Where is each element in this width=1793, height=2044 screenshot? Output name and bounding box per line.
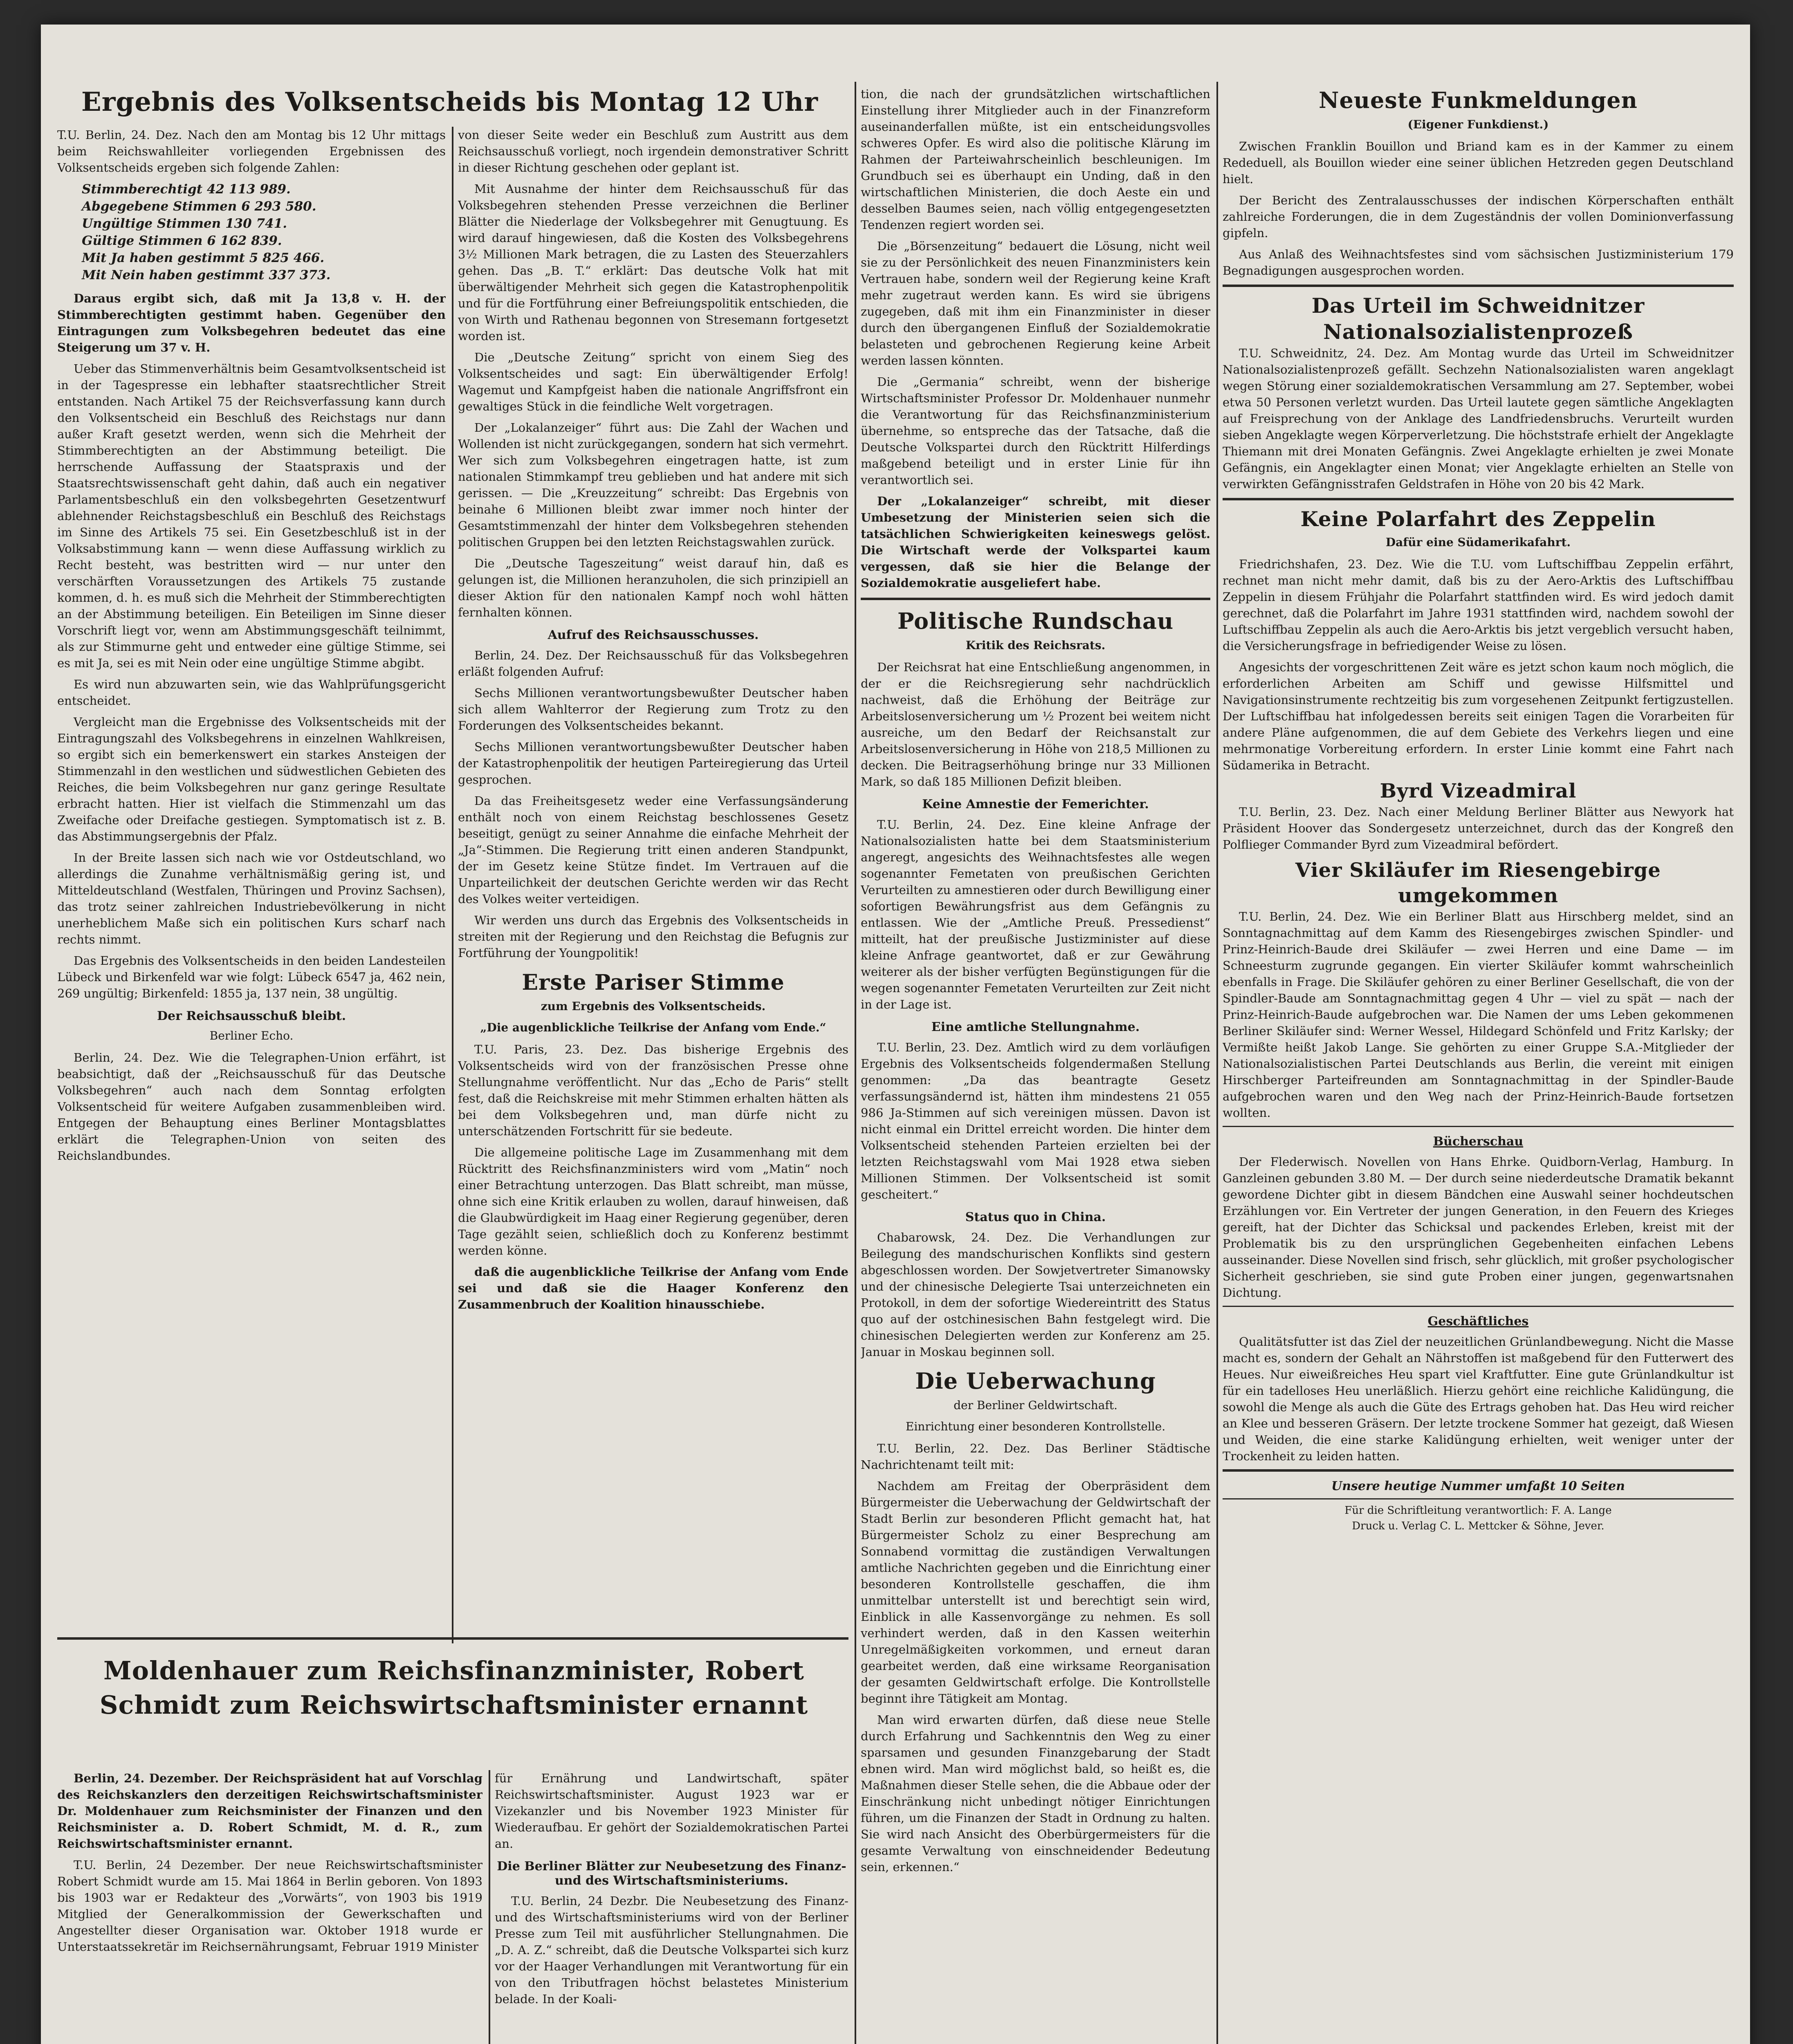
- vote-line: Gültige Stimmen 6 162 839.: [82, 233, 282, 248]
- paragraph: T.U. Berlin, 23. Dez. Amtlich wird zu dem vorläufigen Ergebnis des Volksentscheids folgendermaßen Stellung genommen: „Da das beantragte Gesetz verfassungsändernd ist, hätten ihm mindestens 21 055 986 Ja-Stimmen auf sich vereinigen müssen. Davon ist nicht einmal ein Drittel erreicht worden. Die hinter dem Volksentscheid stehenden Parteien erzielten bei der letzten Reichstagswahl vom Mai 1928 etwa sieben Millionen Stimmen. Der Volksentscheid ist somit gescheitert.“: [861, 1040, 1210, 1201]
- column-3: [861, 86, 1210, 2044]
- article-subheading: der Berliner Geldwirtschaft.: [954, 1399, 1118, 1412]
- paragraph: T.U. Berlin, 24 Dezbr. Die Neubesetzung des Finanz- und des Wirtschaftsministeriums wird von der Berliner Presse zum Teil mit ausführlicher Stellungnahmen. Die „D. A. Z.“ schreibt, daß die Deutsche Volkspartei sich kurz vor der Haager Verhandlungen mit Verantwortung für ein von den Tributfragen höchst belastetes Ministerium belade. In der Koali-: [495, 1894, 848, 2006]
- paragraph: T.U. Paris, 23. Dez. Das bisherige Ergebnis des Volksentscheids wird von der französischen Presse ohne Stellungnahme veröffentlicht. Nur das „Echo de Paris“ stellt fest, daß die Reichskreise mit mehr Stimmen erhalten hätten als bei dem Volksbegehren und, man dürfe nicht zu unterschätzenden Fortschritt für sie bedeute.: [458, 1042, 848, 1138]
- vote-line: Stimmberechtigt 42 113 989.: [82, 182, 291, 197]
- vote-intro: T.U. Berlin, 24. Dez. Nach den am Montag bis 12 Uhr mittags beim Reichswahlleiter vorliegenden Ergebnissen des Volksentscheids ergeben sich folgende Zahlen:: [57, 128, 446, 175]
- vote-line: Mit Nein haben gestimmt 337 373.: [82, 268, 331, 282]
- article-headline: Erste Pariser Stimme: [522, 970, 785, 995]
- paragraph: für Ernährung und Landwirtschaft, später Reichswirtschaftsminister. August 1923 war er Vizekanzler und bis November 1923 Minister für Wiederaufbau. Er gehört der Sozialdemokratischen Partei an.: [495, 1771, 848, 1851]
- paragraph: Da das Freiheitsgesetz weder eine Verfassungsänderung enthält noch von einem Reichstag beschlossenes Gesetz beseitigt, genügt zu seiner Annahme die einfache Mehrheit der „Ja“-Stimmen. Die Regierung tritt einen anderen Standpunkt, der im Gesetz keine Stütze findet. Im Vertrauen auf die Unparteilichkeit der deutschen Gerichte werden wir das Recht des Volkes weiter verteidigen.: [458, 794, 848, 906]
- vote-line: Abgegebene Stimmen 6 293 580.: [82, 199, 316, 214]
- paragraph: Der Flederwisch. Novellen von Hans Ehrke. Quidborn-Verlag, Hamburg. In Ganzleinen gebunden 3.80 M. — Der durch seine niederdeutsche Dramatik bekannt gewordene Dichter gibt in diesem Bändchen eine Auswahl seiner hochdeutschen Erzählungen vor. Ein Vertreter der jungen Generation, in den Feuern des Krieges gereift, hat der Dichter das Schicksal und packendes Erleben, kreist mit der Problematik bis zu den ursprünglichen Gegebenheiten einfachen Lebens ausseinander. Diese Novellen sind frisch, sehr glücklich, mit großer psychologischer Sicherheit geschrieben, sie sind gute Proben einer jungen, gegenwartsnahen Dichtung.: [1223, 1155, 1734, 1300]
- paragraph: Der „Lokalanzeiger“ schreibt, mit dieser Umbesetzung der Ministerien seien sich die tatsächlichen Schwierigkeiten keineswegs gelöst. Die Wirtschaft werde der Volkspartei kaum vergessen, daß sie hier die Belange der Sozialdemokratie ausgeliefert habe.: [861, 494, 1210, 590]
- article-headline: Politische Rundschau: [897, 608, 1174, 634]
- paragraph: von dieser Seite weder ein Beschluß zum Austritt aus dem Reichsausschuß vorliegt, noch irgendein demonstrativer Schritt in dieser Richtung geschehen oder geplant ist.: [458, 128, 848, 175]
- article-subheading: Einrichtung einer besonderen Kontrollstelle.: [905, 1420, 1166, 1433]
- paragraph: Sechs Millionen verantwortungsbewußter Deutscher haben sich allem Wahlterror der Regierung zum Trotz zu den Forderungen des Volksentscheides bekannt.: [458, 686, 848, 733]
- paragraph: Es wird nun abzuwarten sein, wie das Wahlprüfungsgericht entscheidet.: [57, 677, 446, 708]
- paragraph: tion, die nach der grundsätzlichen wirtschaftlichen Einstellung ihrer Mitglieder auch in der Finanzreform auseinanderfallen müßte, ist ein entscheidungsvolles schweres Opfer. Es wird also die politische Klärung im Rahmen der Parteiwahrscheinlich beschleunigen. Im Grundbuch sei es überhaupt ein Unding, daß in den wirtschaftlichen Ministerien, die doch Aeste ein und desselben Baumes seien, nach völlig entgegengesetzten Tendenzen regiert worden sei.: [861, 87, 1210, 232]
- section-heading: Status quo in China.: [965, 1210, 1106, 1224]
- vote-summary: Daraus ergibt sich, daß mit Ja 13,8 v. H. der Stimmberechtigten gestimmt haben. Gegenüber den Eintragungen zum Volksbegehren bedeutet das eine Steigerung um 37 v. H.: [57, 291, 446, 354]
- paragraph: T.U. Berlin, 24. Dez. Eine kleine Anfrage der Nationalsozialisten hatte bei dem Staatsministerium angeregt, angesichts des Weihnachtsfestes alle wegen sogenannter Femetaten von preußischen Gerichten Verurteilten zu amnestieren oder durch Bewilligung einer sofortigen Bewährungsfrist aus dem Gefängnis zu entlassen. Wie der „Amtliche Preuß. Pressedienst“ mitteilt, hat der preußische Justizminister auf diese kleine Anfrage geantwortet, daß er zur Gewährung weiterer als der bisher verfügten Begünstigungen für die wegen sogenannter Femetaten Verurteilten zur Zeit nicht in der Lage ist.: [861, 818, 1210, 1011]
- imprint-line: Für die Schriftleitung verantwortlich: F. A. Lange: [1344, 1504, 1612, 1517]
- article-headline: Die Ueberwachung: [915, 1368, 1156, 1394]
- paragraph: T.U. Berlin, 22. Dez. Das Berliner Städtische Nachrichtenamt teilt mit:: [861, 1441, 1210, 1472]
- section-heading: Die Berliner Blätter zur Neubesetzung des Finanz- und des Wirtschaftsministeriums.: [497, 1859, 846, 1888]
- paragraph: Sechs Millionen verantwortungsbewußter Deutscher haben der Katastrophenpolitik der heutigen Parteiregierung das Urteil gesprochen.: [458, 740, 848, 787]
- section-heading: Geschäftliches: [1427, 1314, 1529, 1329]
- paragraph: Friedrichshafen, 23. Dez. Wie die T.U. vom Luftschiffbau Zeppelin erfährt, rechnet man nicht mehr damit, daß bis zu der Aero-Arktis des Luftschiffbau Zeppelin in diesem Frühjahr die Polarfahrt stattfinden wird. Es wird jedoch damit gerechnet, daß die Polarfahrt im Jahre 1931 stattfinden wird, nachdem sowohl der Luftschiffbau Zeppelin als auch die Aero-Arktis bis jetzt vergeblich versucht haben, die Versicherungsfrage in befriedigender Weise zu lösen.: [1223, 557, 1734, 653]
- vote-line: Ungültige Stimmen 130 741.: [82, 216, 287, 231]
- article-subheading: (Eigener Funkdienst.): [1407, 118, 1549, 131]
- section-rule: [1223, 498, 1734, 500]
- paragraph: Vergleicht man die Ergebnisse des Volksentscheids mit der Eintragungszahl des Volksbegehrens in einzelnen Wahlkreisen, so ergibt sich ein bemerkenswert ein starkes Ansteigen der Stimmenzahl in den westlichen und südwestlichen Gebieten des Reiches, die beim Volksbegehren nur ganz geringe Resultate erbracht hatten. Hier ist vielfach die Stimmenzahl um das Zweifache oder Dreifache gestiegen. Symptomatisch ist z. B. das Abstimmungsergebnis der Pfalz.: [57, 715, 446, 843]
- section-heading: Der Reichsausschuß bleibt.: [157, 1009, 346, 1023]
- section-heading: Eine amtliche Stellungnahme.: [931, 1020, 1140, 1034]
- paragraph: T.U. Berlin, 23. Dez. Nach einer Meldung Berliner Blätter aus Newyork hat Präsident Hoover das Sondergesetz unterzeichnet, durch das der Kongreß den Polflieger Commander Byrd zum Vizeadmiral befördert.: [1223, 805, 1734, 852]
- section-rule: [1223, 285, 1734, 287]
- article-headline: Das Urteil im Schweidnitzer Nationalsozialistenprozeß: [1311, 294, 1645, 344]
- bottom-article-rule: [57, 1637, 848, 1640]
- newspaper-page: [41, 25, 1750, 2044]
- vote-results: [82, 181, 446, 284]
- bottom-column-2: [495, 1770, 848, 2044]
- section-heading: Bücherschau: [1433, 1134, 1524, 1149]
- article-headline: Vier Skiläufer im Riesengebirge umgekommen: [1295, 859, 1661, 907]
- paragraph: Die „Börsenzeitung“ bedauert die Lösung, nicht weil sie zu der Persönlichkeit des neuen Finanzministers kein Vertrauen habe, sondern weil der Regierung keine Kraft mehr zugetraut werden kann. Es wird sie übrigens zugegeben, daß mit ihm ein Finanzminister in dieser durch den übergangenen Einfluß der Sozialdemokratie belasteten und gebrochenen Regierung keine Arbeit werden lassen könnten.: [861, 239, 1210, 368]
- paragraph: Aus Anlaß des Weihnachtsfestes sind vom sächsischen Justizministerium 179 Begnadigungen ausgesprochen worden.: [1223, 247, 1734, 278]
- column-rule-3: [1216, 82, 1218, 2044]
- section-heading: Aufruf des Reichsausschusses.: [548, 628, 759, 642]
- bottom-column-rule: [489, 1770, 490, 2044]
- section-rule: [1223, 1469, 1734, 1472]
- paragraph: daß die augenblickliche Teilkrise der Anfang vom Ende sei und daß sie die Haager Konferenz den Zusammenbruch der Koalition hinausschiebe.: [458, 1265, 848, 1311]
- section-rule: [1223, 1126, 1734, 1127]
- article-subheading: Kritik des Reichsrats.: [965, 639, 1106, 652]
- article-subheading: zum Ergebnis des Volksentscheids.: [541, 1000, 766, 1013]
- paragraph: Der Reichsrat hat eine Entschließung angenommen, in der er die Reichsregierung sehr nachdrücklich nachweist, daß die Erhöhung der Beiträge zur Arbeitslosenversicherung um ½ Prozent bei weitem nicht ausreiche, um den Bedarf der Reichsanstalt zur Arbeitslosenversicherung in Höhe von 218,5 Millionen zu decken. Die Beitragserhöhung bringe nur 33 Millionen Mark, so daß 185 Millionen Defizit bleiben.: [861, 660, 1210, 789]
- column-2: [458, 127, 848, 1631]
- paragraph: Qualitätsfutter ist das Ziel der neuzeitlichen Grünlandbewegung. Nicht die Masse macht es, sondern der Gehalt an Nährstoffen ist maßgebend für den Futterwert des Heues. Nur eiweißreiches Heu spart viel Kraftfutter. Eine gute Grünlandkultur ist für ein tadelloses Heu unerläßlich. Hierzu gehört eine reichliche Kalidüngung, die sowohl die Menge als auch die Güte des Ertrags gehoben hat. Das Heu wird reicher an Klee und besseren Gräsern. Der letzte trockene Sommer hat gezeigt, daß Wiesen und Weiden, die eine starke Kalidüngung erhielten, weit weniger unter der Trockenheit zu leiden hatten.: [1223, 1335, 1734, 1463]
- paragraph: T.U. Schweidnitz, 24. Dez. Am Montag wurde das Urteil im Schweidnitzer Nationalsozialistenprozeß gefällt. Sechzehn Nationalsozialisten waren angeklagt wegen Störung einer sozialdemokratischen Versammlung am 27. September, wobei etwa 50 Personen verletzt wurden. Das Urteil lautete gegen sämtliche Angeklagten auf Freisprechung von der Anklage des Landfriedensbruchs. Verurteilt wurden sieben Angeklagte wegen Körperverletzung. Die höchststrafe erhielt der Angeklagte Thiemann mit drei Monaten Gefängnis. Zwei Angeklagte erhielten je zwei Monate Gefängnis, ein Angeklagter einen Monat; vier Angeklagte erhielten an Stelle von verwirkten Gefängnisstrafen Geldstrafen in Höhe von 20 bis 42 Mark.: [1223, 346, 1734, 491]
- paragraph: Wir werden uns durch das Ergebnis des Volksentscheids in streiten mit der Regierung und den Reichstag die Befugnis zur Fortführung der Youngpolitik!: [458, 913, 848, 960]
- article-quote: „Die augenblickliche Teilkrise der Anfang vom Ende.“: [480, 1021, 826, 1034]
- paragraph: Chabarowsk, 24. Dez. Die Verhandlungen zur Beilegung des mandschurischen Konflikts sind gestern abgeschlossen worden. Der Sowjetvertreter Simanowsky und der chinesische Delegierte Tsai unterzeichneten ein Protokoll, in dem der sofortige Wiedereintritt des Status quo auf der ostchinesischen Bahn festgelegt wird. Die chinesischen Delegierten werden zur Konferenz am 25. Januar in Moskau beginnen soll.: [861, 1230, 1210, 1359]
- article-headline: Byrd Vizeadmiral: [1380, 780, 1577, 802]
- paragraph: Die „Germania“ schreibt, wenn der bisherige Wirtschaftsminister Professor Dr. Moldenhauer nunmehr die Verantwortung für das Reichsfinanzministerium übernehme, so entspreche das der Tatsache, daß die Deutsche Volkspartei durch den Rücktritt Hilferdings maßgebend beteiligt und in erster Linie für ihn verantwortlich sei.: [861, 375, 1210, 487]
- bottom-column-1: [57, 1770, 482, 2044]
- column-4: [1223, 86, 1734, 2044]
- section-rule: [861, 598, 1210, 600]
- paragraph: Nachdem am Freitag der Oberpräsident dem Bürgermeister die Ueberwachung der Geldwirtschaft der Stadt Berlin zur besonderen Pflicht gemacht hat, hat Bürgermeister Scholz zu einer Besprechung am Sonnabend vormittag die zuständigen Verwaltungen amtliche Nachrichten gegeben und die Einrichtung einer besonderen Kontrollstelle geschaffen, die ihm unmittelbar unterstellt ist und berechtigt sein wird, Einblick in alle Kassenvorgänge zu nehmen. Es soll verhindert werden, daß in den Kassen weiterhin Unregelmäßigkeiten vorkommen, und erneut daran gearbeitet werden, daß eine wirksame Reorganisation der gesamten Geldwirtschaft erfolge. Die Kontrollstelle beginnt ihre Tätigkeit am Montag.: [861, 1479, 1210, 1706]
- section-rule: [1223, 1498, 1734, 1499]
- article-headline: Neueste Funkmeldungen: [1319, 87, 1638, 113]
- article-headline: Keine Polarfahrt des Zeppelin: [1300, 507, 1656, 531]
- column-1: [57, 127, 446, 1631]
- paragraph: Berlin, 24. Dez. Wie die Telegraphen-Union erfährt, ist beabsichtigt, daß der „Reichsausschuß für das Deutsche Volksbegehren“ auch nach dem Sonntag erfolgten Volksentscheid für weitere Aufgaben zusammenbleiben wird. Entgegen der Behauptung eines Berliner Montagsblattes erklärt die Telegraphen-Union von seiten des Reichslandbundes.: [57, 1051, 446, 1163]
- article-subheading: Dafür eine Südamerikafahrt.: [1385, 536, 1571, 549]
- section-rule: [1223, 1306, 1734, 1307]
- paragraph: T.U. Berlin, 24. Dez. Wie ein Berliner Blatt aus Hirschberg meldet, sind an Sonntagnachmittag auf dem Kamm des Riesengebirges zwischen Spindler- und Prinz-Heinrich-Baude drei Skiläufer — zwei Herren und eine Dame — im Schneesturm zugrunde gegangen. Ein vierter Skiläufer kommt wahrscheinlich ebenfalls in Frage. Die Skiläufer gehören zu einer Berliner Gesellschaft, die von der Spindler-Baude am Sonntagnachmittag gegen 4 Uhr — viel zu spät — nach der Prinz-Heinrich-Baude aufgebrochen war. Die Namen der ums Leben gekommenen Berliner Skiläufer sind: Werner Wessel, Hildegard Schönfeld und Fritz Karlsky; der Vermißte heißt Jakob Lange. Sie gehörten zu einer Gruppe S.A.-Mitglieder der Nationalsozialistischen Partei Deutschlands aus Berlin, die vereint mit einigen Hirschberger Parteifreunden am Sonntagnachmittag in der Spindler-Baude aufgebrochen waren und den Weg nach der Prinz-Heinrich-Baude fortsetzen wollten.: [1223, 910, 1734, 1120]
- paragraph: Angesichts der vorgeschrittenen Zeit wäre es jetzt schon kaum noch möglich, die erforderlichen Arbeiten am Schiff und gewisse Hilfsmittel und Navigationsinstrumente rechtzeitig bis zum vorgesehenen Zeitpunkt fertigzustellen. Der Luftschiffbau hat infolgedessen bereits seit einigen Tagen die Vorarbeiten für andere Pläne aufgenommen, die auf dem Gebiete des Verkehrs liegen und eine mehrmonatige Vorbereitung erfordern. In erster Linie kommt eine Fahrt nach Südamerika in Betracht.: [1223, 660, 1734, 772]
- vote-line: Mit Ja haben gestimmt 5 825 466.: [82, 251, 325, 265]
- paragraph: Der „Lokalanzeiger“ führt aus: Die Zahl der Wachen und Wollenden ist nicht zurückgegangen, sondern hat sich vermehrt. Wer sich zum Volksbegehren eingetragen hatte, ist zum nationalen Stimmkampf treu geblieben und hat andere mit sich gerissen. — Die „Kreuzzeitung“ schreibt: Das Ergebnis von beinahe 6 Millionen bleibt zwar immer noch hinter der Gesamtstimmenzahl der hinter dem Volksbegehren stehenden politischen Gruppen bei den letzten Reichstagswahlen zurück.: [458, 421, 848, 549]
- paragraph: Die allgemeine politische Lage im Zusammenhang mit dem Rücktritt des Reichsfinanzministers wird vom „Matin“ noch einer Betrachtung unterzogen. Das Blatt schreibt, man müsse, ohne sich eine Kritik erlauben zu wollen, darauf hinweisen, daß die Glaubwürdigkeit im Haag einer Regierung gegenüber, deren Tage gezählt seien, schließlich doch zu Konferenz bestimmt werden könne.: [458, 1145, 848, 1257]
- paragraph: Die „Deutsche Tageszeitung“ weist darauf hin, daß es gelungen ist, die Millionen heranzuholen, die sich prinzipiell an dieser Aktion für den nationalen Kampf noch wohl hätten fernhalten können.: [458, 556, 848, 619]
- imprint-line: Druck u. Verlag C. L. Mettcker & Söhne, Jever.: [1352, 1520, 1604, 1532]
- column-rule-2: [855, 82, 856, 2044]
- paragraph: Berlin, 24. Dez. Der Reichsausschuß für das Volksbegehren erläßt folgenden Aufruf:: [458, 648, 848, 679]
- paragraph: In der Breite lassen sich nach wie vor Ostdeutschland, wo allerdings die Zunahme verhältnismäßig gering ist, und Mitteldeutschland (Westfalen, Thüringen und Provinz Sachsen), das trotz seiner zahlreichen Industriebevölkerung in nicht unerheblichem Maße sich ein politischen Kurs scharf nach rechts nimmt.: [57, 851, 446, 946]
- paragraph: Mit Ausnahme der hinter dem Reichsausschuß für das Volksbegehren stehenden Presse verzeichnen die Berliner Blätter die Niederlage der Volksbegehrer mit Genugtuung. Es wird darauf hingewiesen, daß die Kosten des Volksbegehrens 3½ Millionen Mark betragen, die zu Lasten des Steuerzahlers gehen. Das „B. T.“ erklärt: Das deutsche Volk hat mit überwältigender Mehrheit sich gegen die Katastrophenpolitik und für die Fortführung einer Befreiungspolitik entschieden, die von Wirth und Rathenau begonnen von Stresemann fortgesetzt worden ist.: [458, 182, 848, 343]
- column-rule-1: [452, 127, 453, 1643]
- paragraph: Die „Deutsche Zeitung“ spricht von einem Sieg des Volksentscheides und sagt: Ein überwältigender Erfolg! Wagemut und Kampfgeist haben die nationale Angriffsfront ein gewaltiges Stück in die feindliche Welt vorgetragen.: [458, 350, 848, 413]
- footer-note: Unsere heutige Nummer umfaßt 10 Seiten: [1331, 1479, 1625, 1493]
- bottom-headline: Moldenhauer zum Reichsfinanzminister, Robert Schmidt zum Reichswirtschaftsminister ernannt: [99, 1656, 808, 1720]
- section-heading: Keine Amnestie der Femerichter.: [922, 797, 1149, 811]
- section-subheading: Berliner Echo.: [209, 1029, 294, 1042]
- paragraph: Der Bericht des Zentralausschusses der indischen Körperschaften enthält zahlreiche Forderungen, die in dem Zugeständnis der vollen Dominionverfassung gipfeln.: [1223, 193, 1734, 240]
- paragraph: Ueber das Stimmenverhältnis beim Gesamtvolksentscheid ist in der Tagespresse ein lebhafter staatsrechtlicher Streit entstanden. Nach Artikel 75 der Reichsverfassung kann durch den Volksentscheid ein Beschluß des Reichstags nur dann außer Kraft gesetzt werden, wenn sich die Mehrheit der Stimmberechtigten an der Abstimmung beteiligt. Die herrschende Auffassung der Staatspraxis und der Staatsrechtswissenschaft geht dahin, daß auch ein negativer Parlamentsbeschluß ein den volksbegehrten Gesetzentwurf ablehnender Reichstagsbeschluß ein Beschluß des Reichstags im Sinne des Artikels 75 sei. Ein Gesetzbeschluß ist in der Volksabstimmung kann — wenn diese Auffassung wirklich zu Recht besteht, was bestritten wird — nur unter den verschärften Voraussetzungen des Artikels 75 zustande kommen, d. h. es muß sich die Mehrheit der Stimmberechtigten an der Abstimmung beteiligen. Ein Beteiligen im Sinne dieser Vorschrift liegt vor, wenn am Abstimmungsgeschäft teilnimmt, als zur Stimmurne geht und entweder eine gültige Stimme, sei es mit Ja, sei es mit Nein oder eine ungültige Stimme abgibt.: [57, 362, 446, 670]
- main-headline: Ergebnis des Volksentscheids bis Montag 12 Uhr: [81, 87, 819, 117]
- paragraph: Das Ergebnis des Volksentscheids in den beiden Landesteilen Lübeck und Birkenfeld war wie folgt: Lübeck 6547 ja, 462 nein, 269 ungültig; Birkenfeld: 1855 ja, 137 nein, 38 ungültig.: [57, 954, 446, 1000]
- paragraph: Berlin, 24. Dezember. Der Reichspräsident hat auf Vorschlag des Reichskanzlers den derzeitigen Reichswirtschaftsminister Dr. Moldenhauer zum Reichsminister der Finanzen und den Reichsminister a. D. Robert Schmidt, M. d. R., zum Reichswirtschaftsminister ernannt.: [57, 1771, 482, 1851]
- paragraph: Zwischen Franklin Bouillon und Briand kam es in der Kammer zu einem Rededuell, als Bouillon wieder eine seiner üblichen Hetzreden gegen Deutschland hielt.: [1223, 139, 1734, 186]
- paragraph: T.U. Berlin, 24 Dezember. Der neue Reichswirtschaftsminister Robert Schmidt wurde am 15. Mai 1864 in Berlin geboren. Von 1893 bis 1903 war er Redakteur des „Vorwärts“, von 1903 bis 1919 Mitglied der Generalkommission der Gewerkschaften und Angestellter dieser Organisation war. Oktober 1918 wurde er Unterstaatssekretär im Reichsernährungsamt, Februar 1919 Minister: [57, 1858, 482, 1954]
- paragraph: Man wird erwarten dürfen, daß diese neue Stelle durch Erfahrung und Sachkenntnis den Weg zu einer sparsamen und gesunden Finanzgebarung der Stadt ebnen wird. Man wird möglichst bald, so heißt es, die Maßnahmen dieser Stelle sehen, die die Abbaue oder der Einschränkung nicht unbedingt nötiger Einrichtungen führen, um die Finanzen der Stadt in Ordnung zu halten. Sie wird nach Ansicht des Oberbürgermeisters für die gesamte Verwaltung von einschneidender Bedeutung sein, erkennen.“: [861, 1713, 1210, 1874]
